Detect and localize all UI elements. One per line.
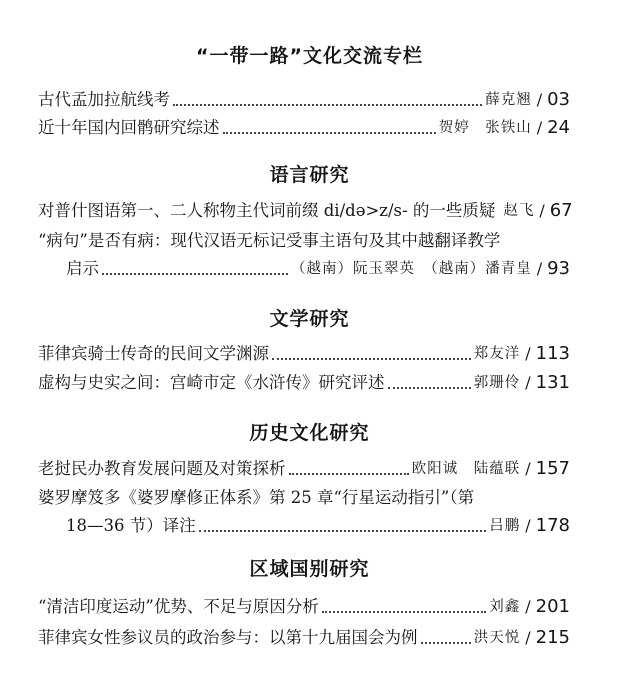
entry-title: 菲律宾女性参议员的政治参与：以第十九届国会为例 — [38, 628, 418, 647]
separator: / — [525, 373, 531, 392]
separator: / — [525, 628, 531, 647]
page-number: 24 — [547, 117, 570, 138]
toc-entry[interactable] — [38, 593, 570, 619]
entry-title-line1[interactable]: “病句”是否有病：现代汉语无标记受事主语句及其中越翻译教学 — [38, 231, 501, 250]
separator: / — [536, 90, 543, 109]
leader-dots — [388, 387, 471, 389]
leader-dots — [199, 530, 487, 532]
entry-title: 菲律宾骑士传奇的民间文学渊源 — [38, 344, 269, 363]
leader-dots — [272, 358, 471, 360]
entry-author: 吕鹏 — [489, 518, 521, 534]
leader-dots — [223, 132, 436, 134]
toc-entry[interactable] — [38, 114, 570, 140]
section-title: “一带一路”文化交流专栏 — [196, 45, 423, 67]
leader-dots — [173, 104, 482, 106]
entry-author: 刘鑫 — [489, 599, 521, 615]
section-title: 语言研究 — [269, 164, 350, 186]
entry-title: 古代孟加拉航线考 — [38, 90, 170, 109]
leader-dots — [322, 611, 486, 613]
entry-title: 老挝民办教育发展问题及对策探析 — [38, 459, 286, 478]
separator: / — [525, 459, 531, 478]
separator: / — [536, 118, 543, 137]
page-number: 157 — [535, 458, 570, 479]
page-number: 201 — [535, 596, 570, 617]
page-number: 178 — [535, 515, 570, 536]
entry-author: 欧阳诚 陆蕴联 — [411, 461, 521, 477]
page-number: 93 — [547, 258, 570, 279]
entry-title-line2: 启示 — [66, 259, 99, 278]
entry-title-line1[interactable]: 婆罗摩笈多《婆罗摩修正体系》第 25 章“行星运动指引”（第 — [38, 488, 475, 507]
entry-author: 赵飞 — [503, 203, 535, 219]
page-number: 03 — [547, 89, 570, 110]
leader-dots — [102, 273, 288, 275]
toc-entry[interactable] — [38, 197, 573, 223]
entry-title: 对普什图语第一、二人称物主代词前缀 di/də>z/s- 的一些质疑 — [38, 201, 496, 220]
toc-entry[interactable] — [66, 255, 570, 281]
section-title: 文学研究 — [269, 308, 350, 330]
toc-entry[interactable] — [38, 624, 570, 650]
entry-author: 薛克翘 — [485, 92, 532, 108]
page-number: 67 — [549, 200, 573, 221]
leader-dots — [421, 642, 471, 644]
page-number: 131 — [535, 372, 570, 393]
page-number: 215 — [535, 627, 570, 648]
entry-title-line2: 18—36 节）译注 — [66, 516, 196, 535]
separator: / — [525, 344, 531, 363]
separator: / — [525, 597, 531, 616]
toc-entry[interactable] — [38, 369, 570, 395]
toc-entry[interactable] — [66, 512, 570, 538]
entry-title: 虚构与史实之间：宫崎市定《水浒传》研究评述 — [38, 373, 385, 392]
separator: / — [536, 259, 543, 278]
leader-dots — [289, 473, 409, 475]
section-title: 历史文化研究 — [249, 422, 370, 444]
entry-author: 郑友洋 — [473, 346, 521, 362]
entry-author: 郭珊伶 — [473, 375, 521, 391]
separator: / — [539, 201, 545, 220]
entry-author: （越南）阮玉翠英 （越南）潘青皇 — [290, 261, 532, 277]
entry-author: 贺婷 张铁山 — [438, 120, 532, 136]
toc-entry[interactable] — [38, 86, 570, 112]
entry-title: “清洁印度运动”优势、不足与原因分析 — [38, 597, 319, 616]
page-number: 113 — [535, 343, 570, 364]
entry-author: 洪天悦 — [473, 630, 521, 646]
entry-title: 近十年国内回鹘研究综述 — [38, 118, 220, 137]
section-title: 区域国别研究 — [249, 558, 370, 580]
separator: / — [525, 516, 531, 535]
toc-entry[interactable] — [38, 455, 570, 481]
toc-entry[interactable] — [38, 340, 570, 366]
